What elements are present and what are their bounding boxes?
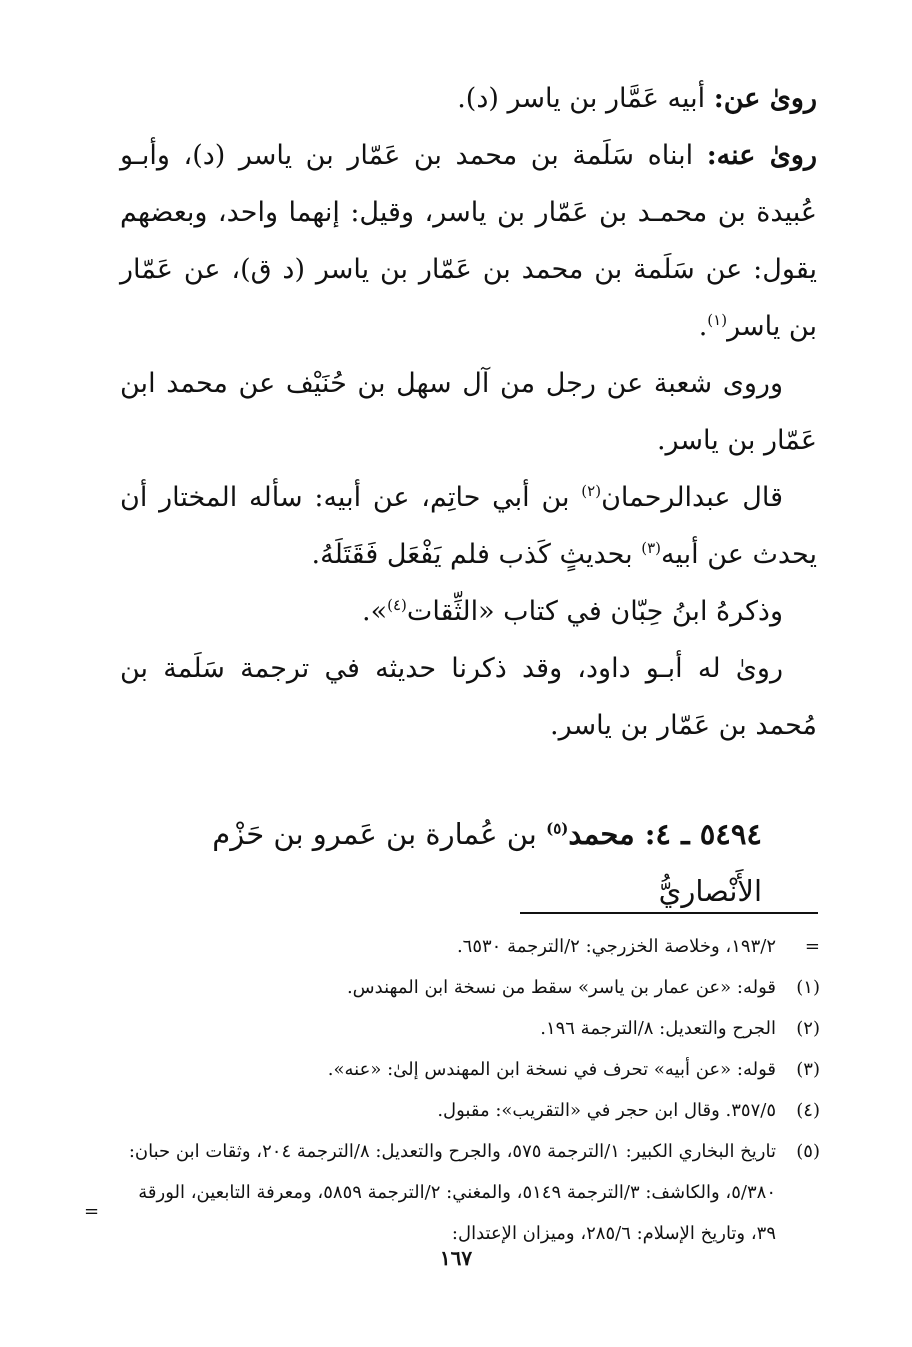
footnote-text: قوله: «عن أبيه» تحرف في نسخة ابن المهندس إلىٰ: «عنه». [327, 1059, 776, 1080]
footnote [110, 1090, 820, 1131]
paragraph-text: ابناه سَلَمة بن محمد بن عَمّار بن ياسر (د)، وأبـو عُبيدة بن محمـد بن عَمّار بن ياسر، وقيل: إنهما واحد، وبعضهم يقول: عن سَلَمة بن محمد بن عَمّار بن ياسر (د ق)، عن عَمّار بن ياسر [120, 140, 817, 342]
entry-heading [120, 806, 762, 920]
footnote-divider [520, 912, 818, 914]
entry-number: ٥٤٩٤ ـ ٤: محمد [568, 817, 762, 851]
footnote-ref: (٥) [546, 819, 569, 838]
paragraph-shuba [120, 355, 817, 469]
footnote-number: (٤) [796, 1100, 820, 1121]
paragraph-text: . [698, 311, 708, 342]
footnote [110, 967, 820, 1008]
paragraph-text: قال عبدالرحمان [601, 482, 784, 513]
footnote-number: (٥) [796, 1141, 820, 1162]
footnote [110, 1131, 820, 1254]
entry-name: بن عُمارة بن عَمرو بن حَزْم الأَنْصاريُّ [212, 817, 762, 908]
footnote-number: = [804, 936, 820, 957]
paragraph-lead: روىٰ عنه: [706, 140, 817, 171]
footnote-ref: (٢) [581, 482, 602, 500]
paragraph-lead: روىٰ عن: [713, 83, 817, 114]
paragraph-text: روىٰ له أبـو داود، وقد ذكرنا حديثه في ترجمة سَلَمة بن مُحمد بن عَمّار بن ياسر. [120, 653, 817, 741]
footnote-ref: (٤) [387, 596, 407, 614]
main-text [120, 70, 817, 754]
footnote-number: (١) [796, 977, 820, 998]
paragraph-text: وذكرهُ ابنُ حِبّان في كتاب «الثِّقات [406, 596, 783, 627]
continuation-mark: = [84, 1201, 100, 1222]
footnote-text: ٣٥٧/٥. وقال ابن حجر في «التقريب»: مقبول. [437, 1100, 776, 1121]
page-number: ١٦٧ [439, 1246, 473, 1270]
footnotes [110, 926, 820, 1254]
paragraph-text: بن أبي حاتِم، عن أبيه: سأله المختار أن يحدث عن أبيه [120, 482, 817, 570]
paragraph-narrated-by [120, 127, 817, 355]
footnote-ref: (١) [707, 311, 728, 329]
paragraph-text: بحديثٍ كَذب فلم يَفْعَل فَقَتَلَهُ. [311, 539, 642, 570]
footnote-number: (٢) [796, 1018, 820, 1039]
footnote [110, 1008, 820, 1049]
footnote [110, 926, 820, 967]
footnote-number: (٣) [796, 1059, 820, 1080]
footnote-text: قوله: «عن عمار بن ياسر» سقط من نسخة ابن المهندس. [346, 977, 776, 998]
footnote-ref: (٣) [641, 539, 661, 557]
footnote-text: الجرح والتعديل: ٨/الترجمة ١٩٦. [540, 1018, 776, 1039]
footnote [110, 1049, 820, 1090]
paragraph-text: ». [362, 596, 388, 627]
footnote-text: تاريخ البخاري الكبير: ١/الترجمة ٥٧٥، والجرح والتعديل: ٨/الترجمة ٢٠٤، وثقات ابن حبان: ٥/٣٨٠، والكاشف: ٣/الترجمة ٥١٤٩، والمغني: ٢/الترجمة ٥٨٥٩، ومعرفة التابعين، الورقة ٣٩، وتاريخ الإسلام: ٢٨٥/٦، وميزان الإعتدال: [128, 1141, 776, 1244]
paragraph-narrated-from [120, 70, 817, 127]
paragraph-abu-hatim [120, 469, 817, 583]
paragraph-abu-dawud [120, 640, 817, 754]
paragraph-text: أبيه عَمَّار بن ياسر (د). [457, 83, 714, 114]
footnote-text: ١٩٣/٢، وخلاصة الخزرجي: ٢/الترجمة ٦٥٣٠. [456, 936, 776, 957]
paragraph-text: وروى شعبة عن رجل من آل سهل بن حُنَيْف عن محمد ابن عَمّار بن ياسر. [120, 368, 817, 456]
paragraph-ibn-hibban [120, 583, 817, 640]
